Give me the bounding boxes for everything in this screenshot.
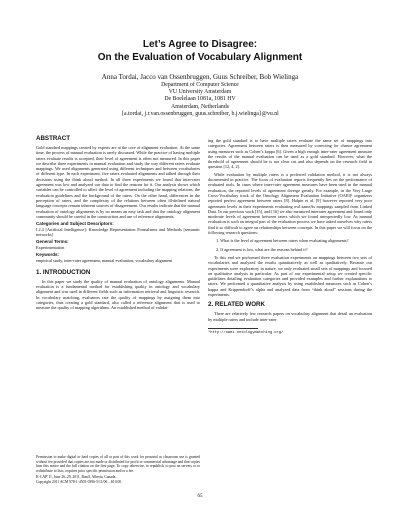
author-emails: {a.tordai, j.r.van.ossenbruggen, guus.schreiber, b.j.wielinga}@vu.nl — [121, 110, 279, 117]
author-block — [0, 72, 400, 118]
author-names: Anna Tordai, Jacco van Ossenbruggen, Guus Schreiber, Bob Wielinga — [101, 73, 299, 81]
research-question-2: 2. If agreement is low, what are the reasons behind it? — [216, 246, 308, 252]
research-questions — [216, 238, 372, 252]
affiliation-street: De Boelelaan 1081a, 1081 HV — [164, 96, 236, 103]
paper-title — [0, 38, 400, 64]
categories-label: Categories and Subject Descriptors: — [36, 221, 114, 227]
abstract-text: Gold standard mappings created by experts are at the core of alignment evaluation. At the same time, the process of manual evaluation is rarely discussed. While the practice of having multiple raters evaluate results is accepted, their level of agreement is often not measured. In this paper we describe three experiments in manual evaluation and study the way different raters evaluate mappings. We used alignments generated using different techniques and between vocabularies of different type. In each experiment, five raters evaluated alignments and talked through their decisions using the think aloud method. In all three experiments we found that inter-rater agreement was low and analyzed our data to find the reasons for it. Our analysis shows which variables can be controlled to affect the level of agreement including the mapping relations, the evaluation guidelines and the background of the raters. On the other hand, differences in the perception of raters, and the complexity of the relations between often ill-defined natural language concepts remain inherent sources of disagreement. Our results indicate that the manual evaluation of ontology alignments is by no means an easy task and that the ontology alignment community should be careful in the construction and use of reference alignments. — [36, 145, 200, 219]
copyright-line: Copyright 2011 ACM 978-1-4503-0396-5/11/06 ...$10.00. — [36, 479, 123, 484]
general-terms-label: General Terms: — [36, 239, 69, 245]
affiliation-city: Amsterdam, Netherlands — [171, 103, 229, 110]
affiliation-university: VU University Amsterdam — [168, 89, 232, 96]
related-work-heading: 2. RELATED WORK — [208, 301, 265, 309]
left-column — [36, 135, 200, 313]
general-terms-text: Experimentation — [36, 244, 65, 250]
abstract-heading: ABSTRACT — [36, 135, 71, 142]
right-paragraph-2: While evaluation by multiple raters is a preferred validation method, it is not always documented in practice. The focus of evaluation reports frequently lies on the performance of evaluated tools. In cases where inter-rater agreement measures have been used in the manual evaluation, the reported levels of agreement diverge greatly. For example, in the Very Large Cross-Vocabulary track of the Ontology Alignment Evaluation Initiative (OAEI)¹ organizers reported perfect agreement between raters [8]. Halpin et al. [9] however reported very poor agreement levels in their experiments evaluating owl:sameAs mappings sampled from Linked Data. In our previous work [15], and [16] we also measured interrater agreement and found only moderate levels of agreement between raters which we found unexpectedly low. As manual evaluation is such an integral part of the evaluation process we have asked ourselves why raters find it so difficult to agree on relationships between concepts. In this paper we will focus on the following research questions: — [208, 171, 372, 236]
right-paragraph-1: ing the gold standard is to have multiple raters evaluate the same set of mappings into categories. Agreement between raters is then measured by correcting for chance agreement using measures such as Cohen’s kappa [6]. Given a high enough inter-rater agreement measure the results of the manual evaluation can be used as a gold standard. However, what the threshold of agreement should be is not clear cut and also depends on the research field in question [12, 4, 2]. — [208, 138, 372, 170]
introduction-paragraph: In this paper we study the quality of manual evaluation of ontology alignments. Manual evaluation is a fundamental method for establishing quality in ontology and vocabulary alignment and was used in different fields such as information retrieval and linguistic research. In vocabulary matching, evaluators rate the quality of mappings by assigning them into categories, thus creating a gold standard, also called a reference alignment that is used to measure the quality of mapping algorithms. An established method of validat- — [36, 278, 200, 311]
footnote-rule — [208, 328, 258, 329]
keywords-label: Keywords: — [36, 252, 60, 258]
footnote-url[interactable]: ¹http://oaei.ontologymatching.org/ — [208, 330, 284, 335]
page-number: 65 — [197, 494, 203, 499]
introduction-heading: 1. INTRODUCTION — [36, 268, 91, 276]
research-question-1: 1. What is the level of agreement between raters when evaluating alignments? — [216, 238, 349, 244]
permissions-block — [36, 455, 200, 485]
related-work-paragraph: There are relatively few research papers on vocabulary alignment that detail an evaluation by multiple raters and include inter-rater — [208, 311, 372, 322]
conference-line: K-CAP’11, June 26–29, 2011, Banff, Alberta, Canada. — [36, 475, 117, 480]
affiliation-department: Department of Computer Science — [161, 82, 239, 88]
permissions-text: Permission to make digital or hard copies of all or part of this work for personal or classroom use is granted without fee provided that copies are not made or distributed for profit or commercial advantage and that copies bear this notice and the full citation on the first page. To copy otherwise, to republish, to post on servers or to redistribute to lists, requires prior specific permission and/or a fee. — [36, 455, 200, 473]
keywords-text: empirical study, inter-rater agreement, manual evaluation, vocabulary alignment — [36, 257, 173, 263]
right-paragraph-3: To this end we performed three evaluation experiments on mappings between two sets of vocabularies and analyzed the results quantitatively as well as qualitatively. Because our experiments were exploratory in nature, we only evaluated small sets of mappings and focused on qualitative analysis in particular. As part of our experimental setup we created specific guidelines detailing evaluation categories and provided examples and further explanations to raters. We performed a quantitative analysis by using established measures such as Cohen’s kappa and Krippendorff’s alpha and analyzed data from “think aloud” sessions during the experiments. — [208, 254, 372, 298]
title-line-2: On the Evaluation of Vocabulary Alignment — [97, 52, 303, 63]
right-column — [208, 138, 372, 336]
title-line-1: Let’s Agree to Disagree: — [142, 39, 258, 50]
categories-text: I.2.4 [Artificial Intelligence]: Knowledge Representation Formalisms and Methods [semantic networks] — [36, 226, 200, 237]
